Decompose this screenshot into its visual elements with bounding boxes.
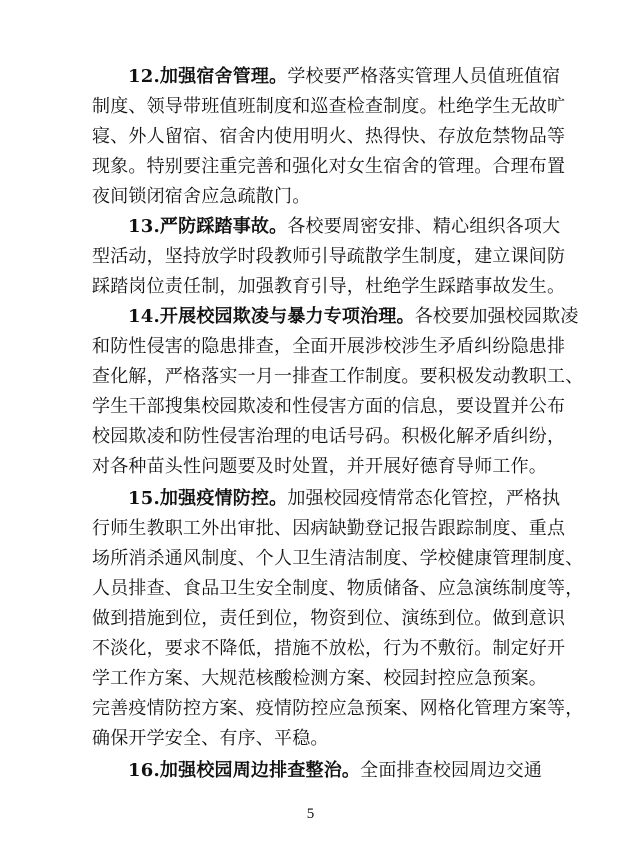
section-12-line-4: 现象。特别要注重完善和强化对女生宿舍的管理。合理布置	[92, 156, 566, 177]
section-15-line-6: 不淡化，要求不降低，措施不放松，行为不敷衍。制定好开	[92, 638, 566, 659]
section-15-heading: 15.加强疫情防控。	[128, 488, 288, 509]
section-15-line-8: 完善疫情防控方案、疫情防控应急预案、网格化管理方案等，	[92, 698, 584, 719]
section-15-line-7: 学工作方案、大规范核酸检测方案、校园封控应急预案。	[92, 668, 547, 689]
section-15-line-5: 做到措施到位，责任到位，物资到位、演练到位。做到意识	[92, 608, 566, 629]
section-13-line-1: 13.严防踩踏事故。各校要周密安排、精心组织各项大	[128, 216, 561, 237]
section-16-line-1: 16.加强校园周边排查整治。全面排查校园周边交通	[128, 760, 543, 781]
page-number: 5	[306, 806, 315, 822]
section-14-heading: 14.开展校园欺凌与暴力专项治理。	[128, 306, 415, 327]
section-15-line-9: 确保开学安全、有序、平稳。	[92, 728, 329, 749]
section-14-line-5: 校园欺凌和防性侵害治理的电话号码。积极化解矛盾纠纷，	[92, 426, 566, 447]
section-16-heading: 16.加强校园周边排查整治。	[128, 760, 361, 781]
section-14-line-1: 14.开展校园欺凌与暴力专项治理。各校要加强校园欺凌	[128, 306, 579, 327]
section-12-line-5: 夜间锁闭宿舍应急疏散门。	[92, 186, 311, 207]
section-13-heading: 13.严防踩踏事故。	[128, 216, 288, 237]
section-12-line-1: 12.加强宿舍管理。学校要严格落实管理人员值班值宿	[128, 66, 561, 87]
section-15-line-4: 人员排查、食品卫生安全制度、物质储备、应急演练制度等，	[92, 578, 584, 599]
section-14-line-4: 学生干部搜集校园欺凌和性侵害方面的信息，要设置并公布	[92, 396, 566, 417]
section-15-line-1: 15.加强疫情防控。加强校园疫情常态化管控，严格执	[128, 488, 561, 509]
section-15-line-3: 场所消杀通风制度、个人卫生清洁制度、学校健康管理制度、	[92, 548, 584, 569]
section-14-line-6: 对各种苗头性问题要及时处置，并开展好德育导师工作。	[92, 456, 547, 477]
section-12-line-3: 寝、外人留宿、宿舍内使用明火、热得快、存放危禁物品等	[92, 126, 566, 147]
section-13-line-2: 型活动，坚持放学时段教师引导疏散学生制度，建立课间防	[92, 246, 566, 267]
section-13-line-3: 踩踏岗位责任制，加强教育引导，杜绝学生踩踏事故发生。	[92, 276, 566, 297]
section-12-line-2: 制度、领导带班值班制度和巡查检查制度。杜绝学生无故旷	[92, 96, 566, 117]
section-15-line-2: 行师生教职工外出审批、因病缺勤登记报告跟踪制度、重点	[92, 518, 566, 539]
section-14-line-3: 查化解，严格落实一月一排查工作制度。要积极发动教职工、	[92, 366, 584, 387]
section-12-heading: 12.加强宿舍管理。	[128, 66, 288, 87]
section-14-line-2: 和防性侵害的隐患排查，全面开展涉校涉生矛盾纠纷隐患排	[92, 336, 566, 357]
